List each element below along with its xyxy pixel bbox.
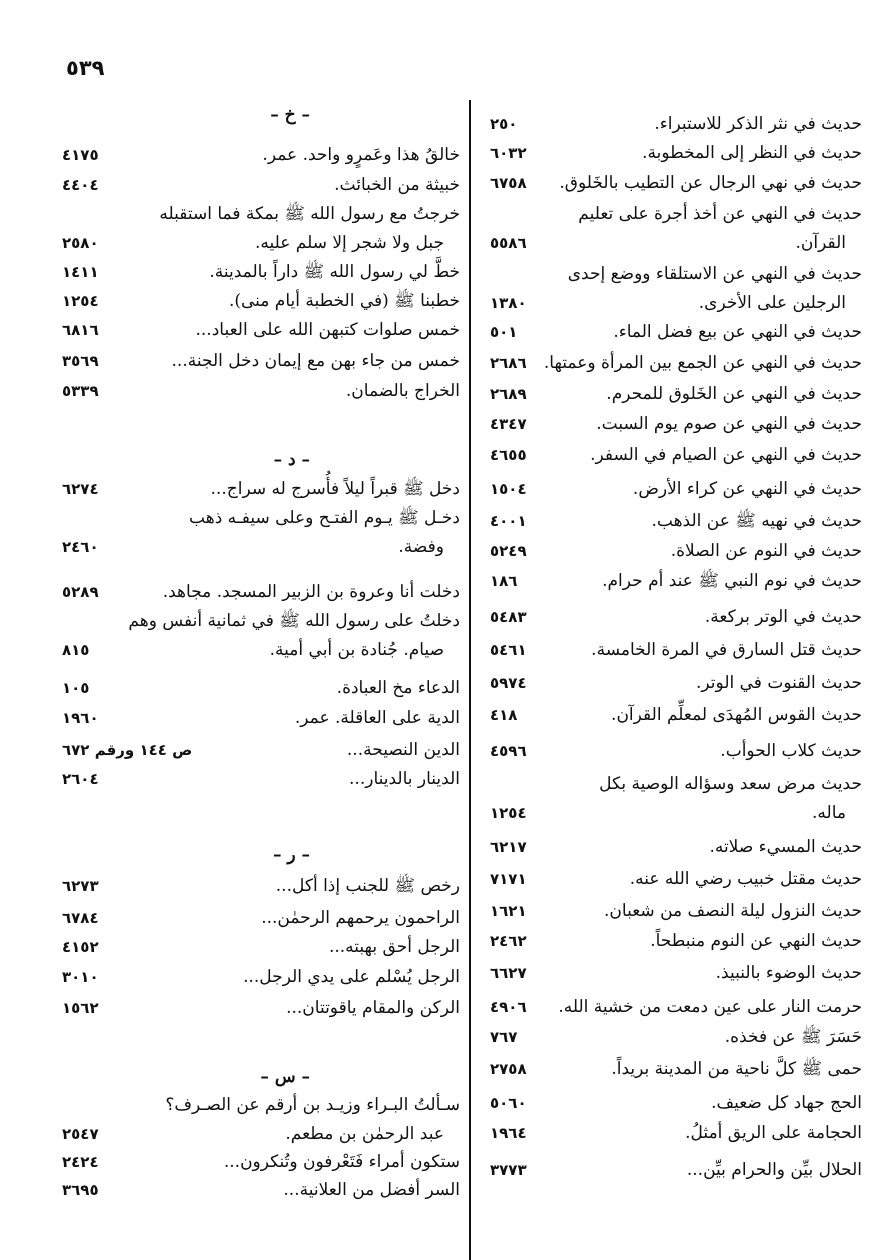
entry-reference-number: ٢٤٢٤ xyxy=(62,1153,99,1171)
index-entry xyxy=(62,346,460,376)
letter-section-header xyxy=(62,445,460,475)
entry-text: حديث الوضوء بالنبيذ. xyxy=(715,963,862,983)
index-entry xyxy=(62,993,460,1023)
entry-text: الحج جهاد كل ضعيف. xyxy=(711,1093,862,1113)
entry-reference-number: ٣٧٧٣ xyxy=(490,1161,527,1179)
section-letter: – خ – xyxy=(270,105,310,125)
entry-text: حديث المسيء صلاته. xyxy=(709,837,862,857)
index-entry xyxy=(490,409,862,439)
entry-reference-number: ٤٥٩٦ xyxy=(490,742,527,760)
entry-reference-number: ١٨٦ xyxy=(490,572,518,590)
entry-text: الخراج بالضمان. xyxy=(345,381,460,401)
section-letter: – د – xyxy=(273,450,310,470)
index-entry xyxy=(62,703,460,733)
entry-text: دخلت أنا وعروة بن الزبير المسجد. مجاهد. xyxy=(162,582,460,602)
letter-section-header xyxy=(62,840,460,870)
index-entry xyxy=(62,962,460,992)
entry-reference-number: ص ١٤٤ ورقم ٦٧٢ xyxy=(62,741,193,759)
index-entry xyxy=(490,769,862,829)
entry-text: الدين النصيحة... xyxy=(346,740,460,760)
entry-reference-number: ٦٠٣٢ xyxy=(490,144,527,162)
entry-text: الراحمون يرحمهم الرحمٰن... xyxy=(261,908,460,928)
entry-text: حديث النهي عن النوم منبطحاً. xyxy=(650,931,862,951)
entry-reference-number: ١٩٦٤ xyxy=(490,1124,527,1142)
entry-text: دخـل ﷺ يـوم الفتـح وعلى سيفـه ذهب xyxy=(189,508,460,528)
entry-reference-number: ٥٠١ xyxy=(490,323,518,341)
entry-reference-number: ٤١٧٥ xyxy=(62,146,99,164)
index-entry xyxy=(62,1090,460,1150)
entry-text: خطَّ لي رسول الله ﷺ داراً بالمدينة. xyxy=(209,262,460,282)
entry-text: الدية على العاقلة. عمر. xyxy=(294,708,460,728)
entry-reference-number: ٦٢٧٣ xyxy=(62,877,99,895)
entry-text: حديث مقتل خبيب رضي الله عنه. xyxy=(629,869,862,889)
section-letter: – س – xyxy=(260,1067,310,1087)
index-entry xyxy=(490,440,862,470)
index-entry xyxy=(490,896,862,926)
entry-text: حديث القوس المُهدَى لمعلِّم القرآن. xyxy=(611,705,862,725)
entry-reference-number: ٢٤٦٠ xyxy=(62,538,99,556)
entry-reference-number: ٦٢١٧ xyxy=(490,838,527,856)
index-entry xyxy=(490,992,862,1022)
index-entry xyxy=(62,903,460,933)
entry-reference-number: ١٣٨٠ xyxy=(490,294,527,312)
entry-reference-number: ٣٦٩٥ xyxy=(62,1181,99,1199)
entry-text: خمس صلوات كتبهن الله على العباد... xyxy=(195,320,460,340)
index-entry xyxy=(490,602,862,632)
entry-text: السر أفضل من العلانية... xyxy=(283,1180,460,1200)
entry-reference-number: ٦٧٨٤ xyxy=(62,909,99,927)
entry-text-continuation: جبل ولا شجر إلا سلم عليه. xyxy=(254,233,444,253)
entry-reference-number: ٦٧٥٨ xyxy=(490,174,527,192)
index-entry xyxy=(62,1147,460,1177)
entry-reference-number: ١٢٥٤ xyxy=(62,292,99,310)
entry-text: خطبنا ﷺ (في الخطبة أيام منى). xyxy=(228,291,460,311)
entry-reference-number: ٥٥٨٦ xyxy=(490,234,527,252)
entry-text: حديث في النهي عن الخَلوق للمحرم. xyxy=(606,384,862,404)
entry-text: حديث في النوم عن الصلاة. xyxy=(670,541,862,561)
section-letter: – ر – xyxy=(272,845,310,865)
entry-reference-number: ٦٨١٦ xyxy=(62,321,99,339)
entry-text: الركن والمقام ياقوتتان... xyxy=(286,998,460,1018)
entry-text: دخل ﷺ قبراً ليلاً فأُسرج له سراج... xyxy=(210,479,460,499)
entry-text: دخلتُ على رسول الله ﷺ في ثمانية أنفس وهم xyxy=(128,611,460,631)
entry-text: الحلال بيِّن والحرام بيِّن... xyxy=(686,1160,862,1180)
index-entry xyxy=(62,577,460,607)
entry-reference-number: ١٤١١ xyxy=(62,263,99,281)
entry-text-continuation: وفضة. xyxy=(398,537,444,557)
entry-text: حديث في نهيه ﷺ عن الذهب. xyxy=(651,511,862,531)
index-entry xyxy=(490,379,862,409)
entry-reference-number: ٤٤٠٤ xyxy=(62,176,99,194)
index-entry xyxy=(62,315,460,345)
entry-text: حرمت النار على عين دمعت من خشية الله. xyxy=(558,997,862,1017)
index-entry xyxy=(62,286,460,316)
entry-text: حديث كلاب الحوأب. xyxy=(720,741,862,761)
index-entry xyxy=(490,1054,862,1084)
entry-reference-number: ٧٦٧ xyxy=(490,1028,518,1046)
index-entry xyxy=(490,138,862,168)
index-entry xyxy=(490,1155,862,1185)
entry-reference-number: ٥٣٣٩ xyxy=(62,382,99,400)
entry-text: حديث في النهي عن بيع فضل الماء. xyxy=(613,322,862,342)
index-entry xyxy=(62,932,460,962)
entry-reference-number: ١٦٢١ xyxy=(490,902,527,920)
letter-section-header xyxy=(62,100,460,130)
index-entry xyxy=(62,376,460,406)
entry-reference-number: ٢٦٨٩ xyxy=(490,385,527,403)
index-entry xyxy=(490,736,862,766)
index-entry xyxy=(490,1022,862,1052)
index-entry xyxy=(62,170,460,200)
index-entry xyxy=(490,348,862,378)
entry-reference-number: ٣٠١٠ xyxy=(62,968,99,986)
entry-reference-number: ٤٩٠٦ xyxy=(490,998,527,1016)
entry-text: الرجل يُسْلم على يدي الرجل... xyxy=(243,967,460,987)
entry-reference-number: ١٢٥٤ xyxy=(490,804,527,822)
entry-reference-number: ٦٢٧٤ xyxy=(62,480,99,498)
entry-text: حديث في نثر الذكر للاستبراء. xyxy=(654,114,862,134)
index-entry xyxy=(62,673,460,703)
entry-text: الرجل أحق بهبته... xyxy=(328,937,460,957)
index-entry xyxy=(490,926,862,956)
entry-reference-number: ٦٦٢٧ xyxy=(490,964,527,982)
index-entry xyxy=(490,168,862,198)
entry-text-continuation: ماله. xyxy=(812,803,846,823)
entry-text: الدينار بالدينار... xyxy=(349,769,460,789)
entry-text: حديث في الوتر بركعة. xyxy=(704,607,862,627)
entry-text: حديث في نوم النبي ﷺ عند أم حرام. xyxy=(602,571,862,591)
entry-reference-number: ٢٤٦٢ xyxy=(490,932,527,950)
entry-text: حديث النزول ليلة النصف من شعبان. xyxy=(604,901,862,921)
entry-reference-number: ٤١٥٢ xyxy=(62,938,99,956)
index-entry xyxy=(490,566,862,596)
entry-text-continuation: صيام. جُنادة بن أبي أمية. xyxy=(269,640,444,660)
entry-reference-number: ٢٦٨٦ xyxy=(490,354,527,372)
entry-text: حمى ﷺ كلَّ ناحية من المدينة بريداً. xyxy=(611,1059,862,1079)
entry-reference-number: ١٩٦٠ xyxy=(62,709,99,727)
entry-text: حديث في النهي عن أخذ أجرة على تعليم xyxy=(578,204,862,224)
index-entry xyxy=(490,506,862,536)
entry-reference-number: ١٥٠٤ xyxy=(490,480,527,498)
entry-text: سـألتُ البـراء وزيـد بن أرقم عن الصـرف؟ xyxy=(165,1095,460,1115)
page-number: ٥٣٩ xyxy=(66,56,105,80)
index-entry xyxy=(62,257,460,287)
index-entry xyxy=(62,871,460,901)
entry-text: حَسَرَ ﷺ عن فخذه. xyxy=(724,1027,862,1047)
index-entry xyxy=(62,140,460,170)
entry-reference-number: ٥٢٤٩ xyxy=(490,542,527,560)
entry-text: حديث في النظر إلى المخطوبة. xyxy=(642,143,862,163)
index-entry xyxy=(490,1088,862,1118)
entry-reference-number: ٢٧٥٨ xyxy=(490,1060,527,1078)
entry-reference-number: ٣٥٦٩ xyxy=(62,352,99,370)
entry-reference-number: ٢٥٠ xyxy=(490,115,518,133)
index-entry xyxy=(490,635,862,665)
index-entry xyxy=(62,1175,460,1205)
entry-reference-number: ٤١٨ xyxy=(490,706,518,724)
entry-text: ستكون أمراء فَتَعْرفون وتُنكرون... xyxy=(223,1152,460,1172)
entry-text: الدعاء مخ العبادة. xyxy=(336,678,460,698)
index-entry xyxy=(62,606,460,666)
entry-reference-number: ١٥٦٢ xyxy=(62,999,99,1017)
index-entry xyxy=(490,700,862,730)
entry-reference-number: ٧١٧١ xyxy=(490,870,527,888)
entry-reference-number: ٥٩٧٤ xyxy=(490,674,527,692)
index-entry xyxy=(62,503,460,563)
index-entry xyxy=(490,668,862,698)
entry-reference-number: ٥٢٨٩ xyxy=(62,583,99,601)
index-entry xyxy=(490,958,862,988)
index-entry xyxy=(490,864,862,894)
entry-text: حديث في النهي عن كراء الأرض. xyxy=(632,479,862,499)
entry-reference-number: ٤٣٤٧ xyxy=(490,415,527,433)
entry-text: خالقُ هذا وعَمرٍو واحد. عمر. xyxy=(262,145,460,165)
letter-section-header xyxy=(62,1062,460,1092)
index-entry xyxy=(490,474,862,504)
entry-text: حديث في النهي عن الصيام في السفر. xyxy=(590,445,862,465)
entry-text: حديث في النهي عن صوم يوم السبت. xyxy=(596,414,862,434)
index-entry xyxy=(490,536,862,566)
entry-text-continuation: عبد الرحمٰن بن مطعم. xyxy=(285,1124,444,1144)
index-entry xyxy=(490,109,862,139)
entry-text: الحجامة على الريق أمثلُ. xyxy=(685,1123,862,1143)
index-entry xyxy=(62,199,460,259)
index-entry xyxy=(62,735,460,765)
entry-text: رخص ﷺ للجنب إذا أكل... xyxy=(275,876,460,896)
entry-reference-number: ٥٤٨٣ xyxy=(490,608,527,626)
index-entry xyxy=(490,1118,862,1148)
index-entry xyxy=(490,832,862,862)
entry-reference-number: ٥٤٦١ xyxy=(490,641,527,659)
entry-text: حديث في نهي الرجال عن التطيب بالخَلوق. xyxy=(559,173,862,193)
entry-text: خمس من جاء بهن مع إيمان دخل الجنة... xyxy=(171,351,460,371)
entry-text-continuation: القرآن. xyxy=(795,233,846,253)
entry-reference-number: ٤٦٥٥ xyxy=(490,446,527,464)
entry-reference-number: ١٠٥ xyxy=(62,679,90,697)
entry-reference-number: ٢٦٠٤ xyxy=(62,770,99,788)
entry-text-continuation: الرجلين على الأخرى. xyxy=(698,293,846,313)
index-entry xyxy=(490,259,862,319)
entry-reference-number: ٢٥٤٧ xyxy=(62,1125,99,1143)
entry-reference-number: ٤٠٠١ xyxy=(490,512,527,530)
column-divider xyxy=(469,100,471,1260)
entry-text: خبيثة من الخبائث. xyxy=(334,175,460,195)
entry-text: حديث في النهي عن الاستلقاء ووضع إحدى xyxy=(567,264,862,284)
entry-text: حديث قتل السارق في المرة الخامسة. xyxy=(591,640,862,660)
entry-text: خرجتُ مع رسول الله ﷺ بمكة فما استقبله xyxy=(159,204,460,224)
entry-reference-number: ٢٥٨٠ xyxy=(62,234,99,252)
entry-text: حديث القنوت في الوتر. xyxy=(696,673,862,693)
entry-text: حديث مرض سعد وسؤاله الوصية بكل xyxy=(599,774,862,794)
entry-reference-number: ٨١٥ xyxy=(62,641,90,659)
index-entry xyxy=(62,764,460,794)
entry-text: حديث في النهي عن الجمع بين المرأة وعمتها. xyxy=(543,353,862,373)
index-entry xyxy=(62,474,460,504)
index-entry xyxy=(490,199,862,259)
index-entry xyxy=(490,317,862,347)
entry-reference-number: ٥٠٦٠ xyxy=(490,1094,527,1112)
